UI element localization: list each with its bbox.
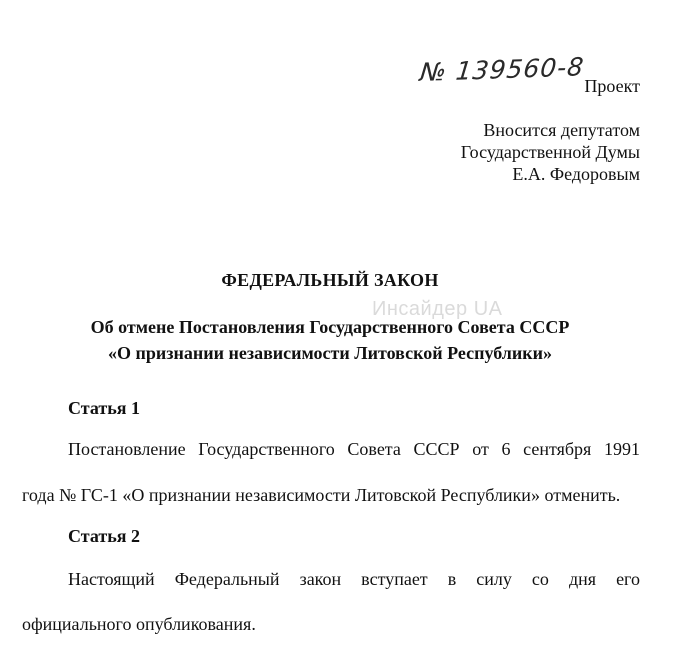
introduced-by-block (461, 119, 640, 185)
article-2-text-line-1: Настоящий Федеральный закон вступает в силу со дня его (68, 569, 640, 589)
article-1-heading: Статья 1 (68, 398, 140, 418)
introduced-by-line: Е.А. Федоровым (512, 164, 640, 184)
watermark: Инсайдер UA (372, 298, 503, 320)
project-status-label: Проект (584, 76, 640, 96)
law-title: ФЕДЕРАЛЬНЫЙ ЗАКОН (221, 270, 439, 290)
law-subtitle (0, 314, 660, 366)
article-2-heading: Статья 2 (68, 526, 140, 546)
introduced-by-line: Государственной Думы (460, 142, 640, 162)
article-1-text-line-1: Постановление Государственного Совета СССР от 6 сентября 1991 (68, 439, 640, 459)
law-subtitle-line: Об отмене Постановления Государственного Совета СССР (90, 317, 570, 337)
article-1-text-line-2: года № ГС-1 «О признании независимости Литовской Республики» отменить. (22, 485, 621, 505)
handwritten-registration-number: № 139560-8 (418, 52, 586, 88)
article-2-text-line-2: официального опубликования. (22, 614, 256, 634)
law-subtitle-line: «О признании независимости Литовской Республики» (108, 343, 552, 363)
introduced-by-line: Вносится депутатом (483, 120, 640, 140)
